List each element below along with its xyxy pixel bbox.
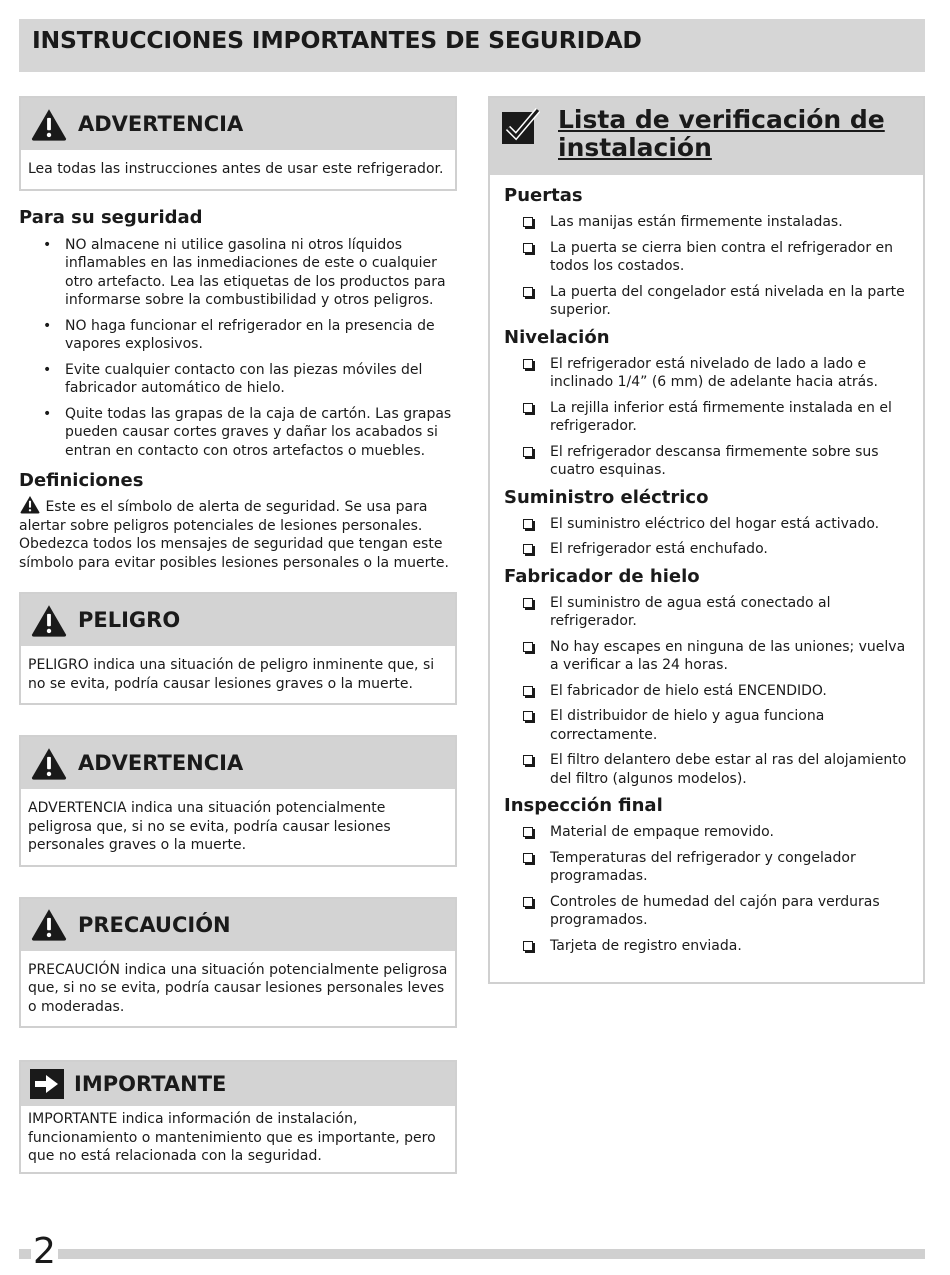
warning-box-top (19, 96, 457, 191)
section-heading: Nivelación (504, 326, 610, 348)
danger-text: PELIGRO indica una situación de peligro inminente que, si no se evita, podría causar lesiones graves o la muerte. (28, 657, 435, 692)
warning-text: Lea todas las instrucciones antes de usar este refrigerador. (28, 161, 444, 177)
checkbox-icon (523, 243, 533, 253)
caution-box-header (21, 899, 455, 951)
checklist-item (504, 399, 909, 436)
safety-heading: Para su seguridad (19, 206, 203, 228)
danger-box-header (21, 594, 455, 646)
section-heading: Fabricador de hielo (504, 565, 700, 587)
installation-checklist (488, 96, 925, 984)
warning-triangle-icon (30, 603, 68, 638)
checkbox-icon (523, 686, 533, 696)
checklist-item (504, 707, 909, 744)
checkbox-icon (523, 217, 533, 227)
checklist-item (504, 893, 909, 930)
checkbox-icon (523, 544, 533, 554)
checklist-item (504, 594, 909, 631)
list-item: • NO almacene ni utilice gasolina ni otros líquidos inflamables en las inmediaciones de este o cualquier otro artefacto. Lea las etiquetas de los productos para informarse sobre la combustibilidad y otros peligros. (19, 236, 457, 310)
checkbox-icon (523, 287, 533, 297)
checklist-item-text: La puerta se cierra bien contra el refrigerador en todos los costados. (550, 239, 894, 274)
important-text: IMPORTANTE indica información de instalación, funcionamiento o mantenimiento que es importante, pero que no está relacionada con la seguridad. (28, 1111, 436, 1164)
checklist-item-text: El refrigerador está enchufado. (550, 541, 768, 557)
page-header (19, 19, 925, 72)
section-heading: Suministro eléctrico (504, 486, 709, 508)
warning-triangle-icon (30, 907, 68, 942)
warning-box (19, 735, 457, 867)
checklist-item (504, 540, 909, 559)
checkbox-icon (523, 755, 533, 765)
definitions-heading: Definiciones (19, 470, 144, 491)
checklist-section (504, 823, 909, 955)
safety-list (19, 236, 457, 461)
page-title: INSTRUCCIONES IMPORTANTES DE SEGURIDAD (32, 26, 642, 54)
important-box (19, 1060, 457, 1174)
danger-title: PELIGRO (78, 608, 181, 632)
warning-triangle-icon (30, 107, 68, 142)
checklist-item (504, 682, 909, 701)
checklist-item-text: Material de empaque removido. (550, 824, 774, 840)
checklist-item-text: Temperaturas del refrigerador y congelador programadas. (550, 849, 856, 884)
checkbox-icon (523, 897, 533, 907)
important-title: IMPORTANTE (74, 1072, 227, 1096)
checklist-item-text: El distribuidor de hielo y agua funciona correctamente. (550, 708, 825, 743)
warning-box-header (21, 98, 455, 150)
warning-title: ADVERTENCIA (78, 112, 244, 136)
checkbox-icon (523, 827, 533, 837)
checkbox-icon (523, 642, 533, 652)
safety-alert-icon (19, 495, 41, 514)
warning-triangle-icon (30, 746, 68, 781)
checklist-item-text: El filtro delantero debe estar al ras del alojamiento del filtro (algunos modelos). (550, 752, 907, 787)
checkbox-icon (523, 403, 533, 413)
caution-text: PRECAUCIÓN indica una situación potencialmente peligrosa que, si no se evita, podría causar lesiones personales leves o moderadas. (28, 961, 448, 1015)
checklist-item (504, 937, 909, 956)
definitions-paragraph (19, 495, 457, 572)
checkbox-icon (523, 598, 533, 608)
checkbox-icon (523, 447, 533, 457)
checklist-body (490, 175, 923, 955)
checklist-section (504, 515, 909, 559)
checklist-title-line1: Lista de verificación de (558, 105, 885, 134)
left-column (19, 96, 457, 1174)
checklist-item-text: No hay escapes en ninguna de las uniones; vuelva a verificar a las 24 horas. (550, 638, 906, 673)
checklist-item (504, 355, 909, 392)
definitions-text: Este es el símbolo de alerta de seguridad. Se usa para alertar sobre peligros potenciales de lesiones personales. Obedezca todos los mensajes de seguridad que tengan este símbolo para evitar posibles lesiones personales o la muerte. (19, 499, 449, 571)
checklist-item-text: La puerta del congelador está nivelada en la parte superior. (550, 283, 905, 318)
list-item: • Evite cualquier contacto con las piezas móviles del fabricador automático de hielo. (19, 361, 457, 398)
caution-box (19, 897, 457, 1029)
list-item: • Quite todas las grapas de la caja de cartón. Las grapas pueden causar cortes graves y dañar los acabados si entran en contacto con otros artefactos o muebles. (19, 405, 457, 461)
section-heading: Inspección final (504, 795, 663, 816)
checklist-item (504, 239, 909, 276)
checkbox-icon (523, 519, 533, 529)
checklist-item (504, 213, 909, 232)
warning-box-header (21, 737, 455, 789)
checklist-item-text: Las manijas están firmemente instaladas. (550, 214, 843, 230)
checkbox-icon (523, 359, 533, 369)
section-heading: Puertas (504, 185, 583, 206)
footer-bar (19, 1249, 925, 1259)
checklist-title (558, 106, 885, 162)
checklist-header (490, 98, 923, 175)
checklist-item-text: El suministro de agua está conectado al refrigerador. (550, 594, 831, 629)
warning-text: ADVERTENCIA indica una situación potencialmente peligrosa que, si no se evita, podría causar lesiones personales graves o la muerte. (28, 800, 391, 853)
checklist-item-text: El fabricador de hielo está ENCENDIDO. (550, 682, 827, 699)
checklist-item (504, 751, 909, 788)
checklist-item (504, 849, 909, 886)
arrow-right-icon (30, 1069, 64, 1099)
checklist-item (504, 823, 909, 842)
danger-box (19, 592, 457, 705)
important-box-header (21, 1062, 455, 1106)
checkmark-box-icon (502, 108, 540, 144)
checklist-item-text: Tarjeta de registro enviada. (550, 937, 742, 954)
checkbox-icon (523, 853, 533, 863)
list-item: • NO haga funcionar el refrigerador en la presencia de vapores explosivos. (19, 317, 457, 354)
warning-title: ADVERTENCIA (78, 751, 244, 775)
checklist-item (504, 443, 909, 480)
checklist-item-text: La rejilla inferior está firmemente instalada en el refrigerador. (550, 399, 892, 434)
checklist-item-text: El suministro eléctrico del hogar está activado. (550, 515, 880, 532)
checklist-section (504, 594, 909, 789)
checkbox-icon (523, 711, 533, 721)
caution-title: PRECAUCIÓN (78, 912, 231, 937)
checklist-section (504, 213, 909, 320)
checklist-item (504, 638, 909, 675)
checklist-item-text: El refrigerador descansa firmemente sobre sus cuatro esquinas. (550, 443, 879, 478)
checklist-title-line2: instalación (558, 133, 712, 162)
page-number: 2 (33, 1231, 56, 1272)
checkbox-icon (523, 941, 533, 951)
checklist-item (504, 515, 909, 534)
checklist-section (504, 355, 909, 480)
checklist-item-text: Controles de humedad del cajón para verduras programados. (550, 893, 880, 928)
checklist-item (504, 283, 909, 320)
checklist-item-text: El refrigerador está nivelado de lado a lado e inclinado 1/4” (6 mm) de adelante hacia atrás. (550, 355, 878, 390)
